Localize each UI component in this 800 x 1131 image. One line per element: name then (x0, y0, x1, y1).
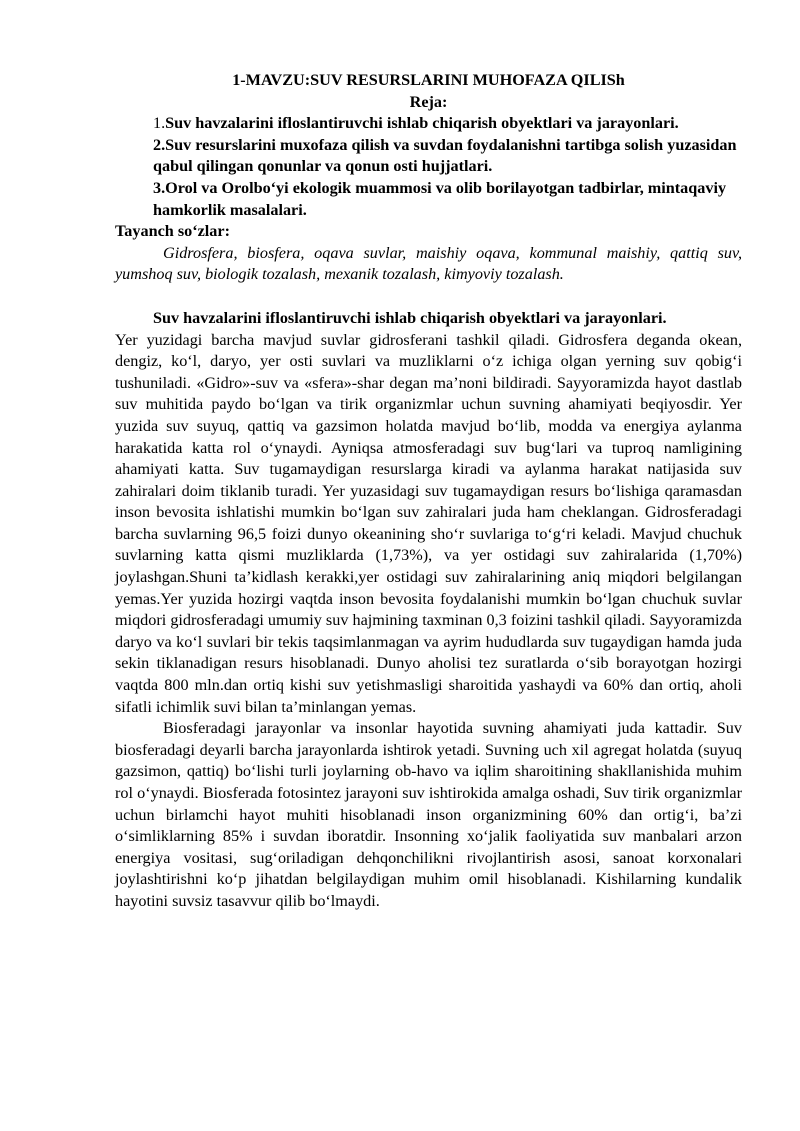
plan-label: Reja: (409, 92, 448, 111)
body-paragraph-1: Yer yuzidagi barcha mavjud suvlar gidrosferani tashkil qiladi. Gidrosfera deganda okean, dengiz, ko‘l, daryo, yer osti suvlari va muzliklarni o‘z ichiga olgan yerning suv qobig‘i tushuniladi. «Gidro»-suv va «sfera»-shar degan ma’noni bildiradi. Sayyoramizda hayot dastlab suv muhitida paydo bo‘lgan va tirik organizmlar uchun suvning ahamiyati beqiyosdir. Yer yuzida suv suyuq, qattiq va gazsimon holatda mavjud bo‘lib, modda va energiya aylanma harakatida katta rol o‘ynaydi. Ayniqsa atmosferadagi suv bug‘lari va tuproq namligining ahamiyati katta. Suv tugamaydigan resurslarga kiradi va aylanma harakat natijasida suv zahiralari doim tiklanib turadi. Yer yuzasidagi suv tugamaydigan resurs bo‘lishiga qaramasdan inson bevosita ishlatishi mumkin bo‘lgan suv zahiralari juda ham cheklangan. Gidrosferadagi barcha suvlarning 96,5 foizi dunyo okeanining sho‘r suvlariga to‘g‘ri keladi. Mavjud chuchuk suvlarning katta qismi muzliklarda (1,73%), va yer ostidagi suv zahiralarida (1,70%) joylashgan.Shuni ta’kidlash kerakki,yer ostidagi suv zahiralarining aniq miqdori belgilangan yemas.Yer yuzida hozirgi vaqtda inson bevosita foydalanishi mumkin bo‘lgan chuchuk suvlar miqdori gidrosferadagi umumiy suv hajmining taxminan 0,3 foizini tashkil qiladi. Sayyoramizda daryo va ko‘l suvlari bir tekis taqsimlanmagan va ayrim hududlarda suv tugaydigan hamda juda sekin tiklanadigan resurs hisoblanadi. Dunyo aholisi tez suratlarda o‘sib borayotgan hozirgi vaqtda 800 mln.dan ortiq kishi suv yetishmasligi sharoitida yashaydi va 60% dan ortiq, aholi sifatli ichimlik suvi bilan ta’minlangan yemas. (115, 330, 742, 716)
keywords-label: Tayanch so‘zlar: (115, 222, 230, 241)
plan-item-1 (115, 113, 742, 135)
plan-item-2 (115, 135, 742, 178)
plan-item-text: Suv havzalarini ifloslantiruvchi ishlab chiqarish obyektlari va jarayonlari. (165, 114, 679, 133)
plan-item-3 (115, 178, 742, 221)
plan-item-text: Suv resurslarini muxofaza qilish va suvdan foydalanishni tartibga solish yuzasidan qabul qilingan qonunlar va qonun osti hujjatlari. (153, 135, 737, 176)
document-title: 1-MAVZU:SUV RESURSLARINI MUHOFAZA QILISh (232, 71, 625, 89)
spacer (115, 286, 742, 308)
plan-item-number: 2. (153, 135, 166, 154)
plan-item-number: 1. (153, 114, 166, 133)
body-paragraph-2: Biosferadagi jarayonlar va insonlar hayotida suvning ahamiyati juda kattadir. Suv biosferadagi deyarli barcha jarayonlarda ishtirok yetadi. Suvning uch xil agregat holatda (suyuq gazsimon, qattiq) bo‘lishi turli joylarning ob-havo va iqlim sharoitining shakllanishida muhim rol o‘ynaydi. Biosferada fotosintez jarayoni suv ishtirokida amalga oshadi, Suv tirik organizmlar uchun birlamchi hayot muhiti hisoblanadi inson organizmining 60% dan ortig‘i, ba’zi o‘simliklarning 85% i suvdan iboratdir. Insonning xo‘jalik faoliyatida suv manbalari arzon energiya vositasi, sug‘oriladigan dehqonchilikni rivojlantirish asosi, sanoat korxonalari joylashtirishni ko‘p jihatdan belgilaydigan muhim omil hisoblanadi. Kishilarning kundalik hayotini suvsiz tasavvur qilib bo‘lmaydi. (115, 719, 742, 910)
plan-item-text: Orol va Orolbo‘yi ekologik muammosi va olib borilayotgan tadbirlar, mintaqaviy hamkorlik masalalari. (153, 178, 727, 219)
plan-item-number: 3. (153, 178, 166, 197)
section-heading: Suv havzalarini ifloslantiruvchi ishlab chiqarish obyektlari va jarayonlari. (153, 308, 667, 327)
keywords-text: Gidrosfera, biosfera, oqava suvlar, maishiy oqava, kommunal maishiy, qattiq suv, yumshoq suv, biologik tozalash, mexanik tozalash, kimyoviy tozalash. (115, 243, 742, 284)
document-page (115, 70, 742, 913)
